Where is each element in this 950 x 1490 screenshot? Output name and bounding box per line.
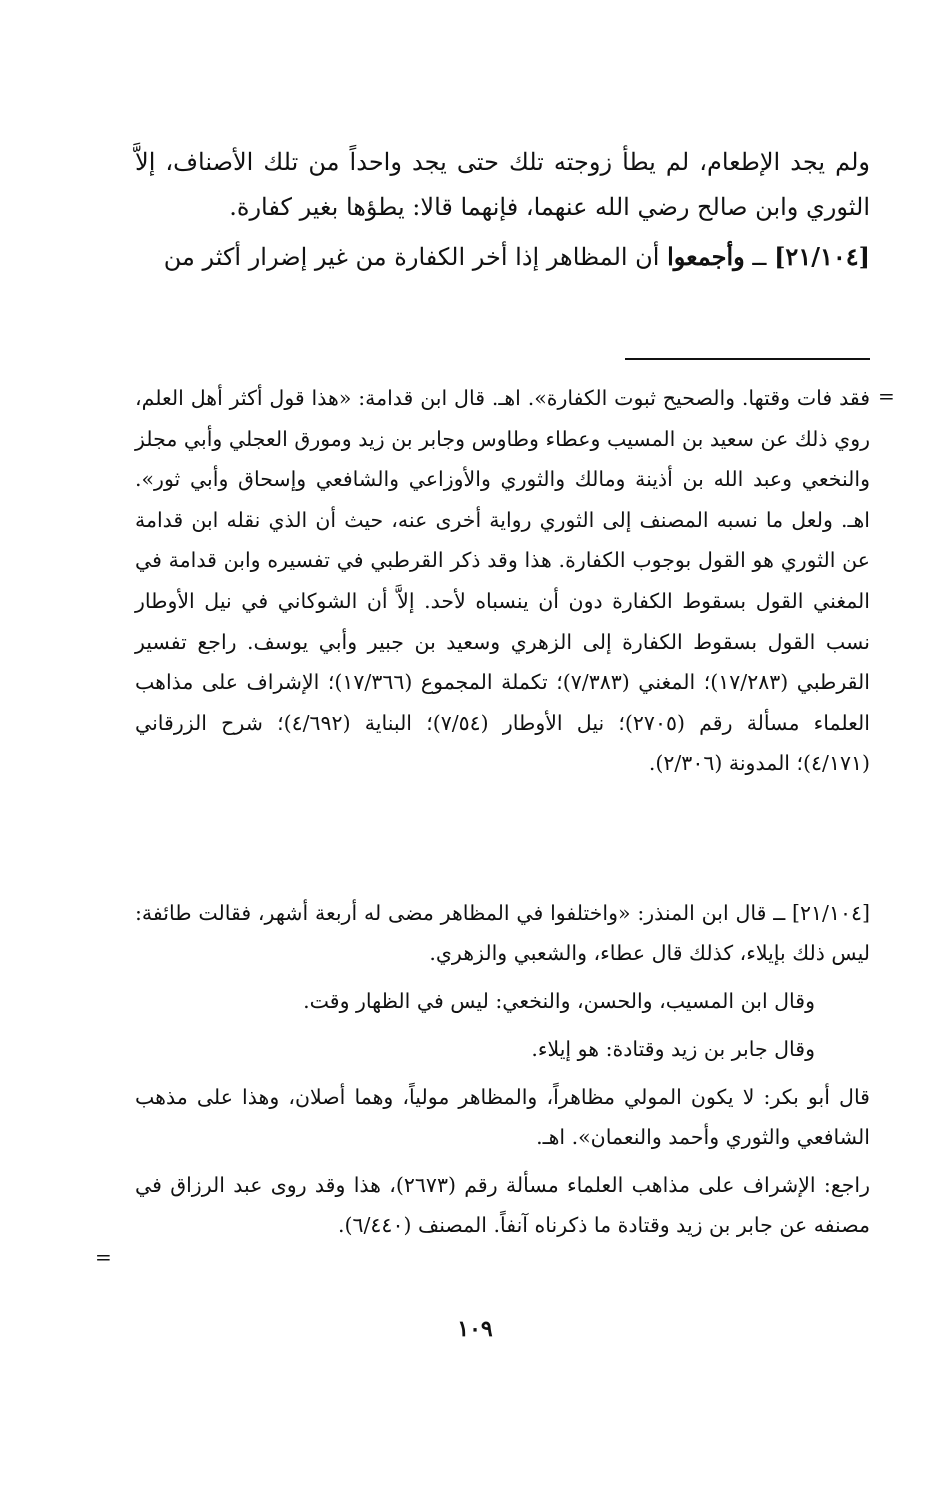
footnote-1	[135, 378, 870, 784]
main-paragraph-2	[135, 234, 870, 280]
page-number: ١٠٩	[457, 1316, 493, 1342]
main-paragraph-2-text: أن المظاهر إذا أخر الكفارة من غير إضرار أكثر من	[163, 243, 668, 271]
footnote-2-line-2: وقال ابن المسيب، والحسن، والنخعي: ليس في الظهار وقت.	[303, 989, 815, 1013]
footnote-2-line-5: راجع: الإشراف على مذاهب العلماء مسألة رقم (٢٦٧٣)، هذا وقد روى عبد الرزاق في مصنفه عن جابر بن زيد وقتادة ما ذكرناه آنفاً. المصنف (٦/٤٤٠).	[135, 1173, 870, 1237]
end-continuation-mark: =	[95, 1245, 112, 1269]
main-text	[135, 140, 870, 280]
footnote-1-text: فقد فات وقتها. والصحيح ثبوت الكفارة». اهـ. قال ابن قدامة: «هذا قول أكثر أهل العلم، روي ذلك عن سعيد بن المسيب وعطاء وطاوس وجابر بن زيد ومورق العجلي وأبي مجلز والنخعي وعبد الله بن أذينة ومالك والثوري والأوزاعي والشافعي وإسحاق وأبي ثور». اهـ. ولعل ما نسبه المصنف إلى الثوري رواية أخرى عنه، حيث أن الذي نقله ابن قدامة عن الثوري هو القول بوجوب الكفارة. هذا وقد ذكر القرطبي في تفسيره وابن قدامة في المغني القول بسقوط الكفارة دون أن ينسباه لأحد. إلاَّ أن الشوكاني في نيل الأوطار نسب القول بسقوط الكفارة إلى الزهري وسعيد بن جبير وأبي يوسف. راجع تفسير القرطبي (١٧/٢٨٣)؛ المغني (٧/٣٨٣)؛ تكملة المجموع (١٧/٣٦٦)؛ الإشراف على مذاهب العلماء مسألة رقم (٢٧٠٥)؛ نيل الأوطار (٧/٥٤)؛ البناية (٤/٦٩٢)؛ شرح الزرقاني (٤/١٧١)؛ المدونة (٢/٣٠٦).	[135, 386, 870, 776]
issue-reference: [٢١/١٠٤]	[774, 242, 870, 271]
main-paragraph-1: ولم يجد الإطعام، لم يطأ زوجته تلك حتى يجد واحداً من تلك الأصناف، إلاَّ الثوري وابن صالح رضي الله عنهما، فإنهما قالا: يطؤها بغير كفارة.	[135, 148, 870, 221]
footnote-2-lead	[135, 893, 870, 973]
footnote-2-lead-text: ــ قال ابن المنذر: «واختلفوا في المظاهر مضى له أربعة أشهر، فقالت طائفة: ليس ذلك بإيلاء، كذلك قال عطاء، والشعبي والزهري.	[135, 901, 870, 965]
footnote-2-line-3: وقال جابر بن زيد وقتادة: هو إيلاء.	[531, 1037, 815, 1061]
keyword: وأجمعوا	[667, 242, 745, 271]
dash: ــ	[744, 243, 775, 271]
continuation-mark: =	[878, 384, 895, 408]
footnote-2	[135, 893, 870, 1253]
footnote-2-ref: [٢١/١٠٤]	[792, 901, 870, 925]
footnote-separator	[625, 358, 870, 360]
footnote-2-line-4: قال أبو بكر: لا يكون المولي مظاهراً، والمظاهر مولياً، وهما أصلان، وهذا على مذهب الشافعي والثوري وأحمد والنعمان». اهـ.	[135, 1085, 870, 1149]
